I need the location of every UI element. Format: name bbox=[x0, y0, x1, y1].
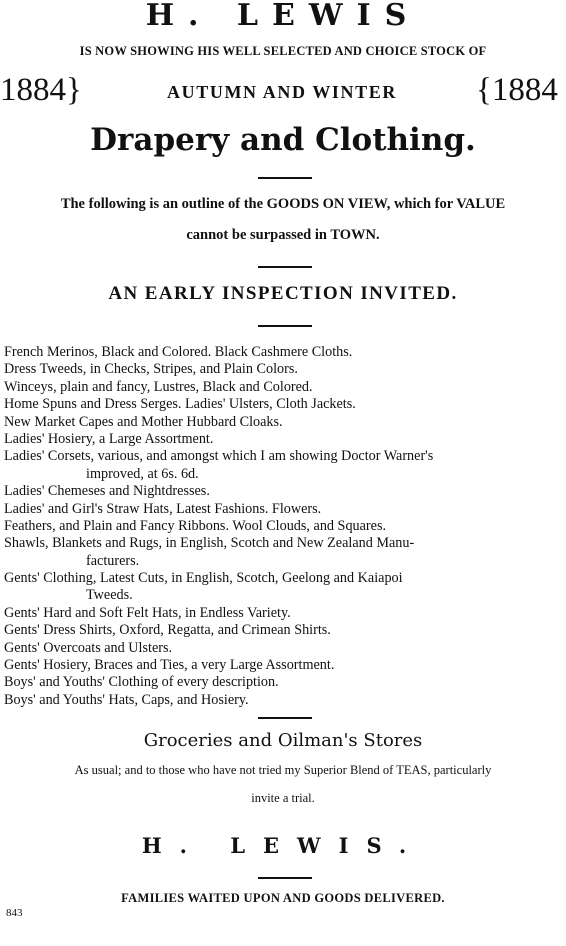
list-item: Home Spuns and Dress Serges. Ladies' Ulsters, Cloth Jackets. bbox=[4, 396, 356, 413]
divider-rule bbox=[258, 177, 312, 179]
delivery-notice: FAMILIES WAITED UPON AND GOODS DELIVERED. bbox=[121, 891, 445, 905]
list-item: Ladies' Chemeses and Nightdresses. bbox=[4, 483, 210, 500]
year-right: {1884 bbox=[476, 72, 558, 108]
list-item: Ladies' Hosiery, a Large Assortment. bbox=[4, 430, 214, 447]
invitation-heading: AN EARLY INSPECTION INVITED. bbox=[108, 283, 458, 304]
merchant-signature: H. LEWIS. bbox=[141, 833, 425, 858]
divider-rule bbox=[258, 325, 312, 327]
list-item: Gents' Clothing, Latest Cuts, in English, Scotch, Geelong and Kaiapoi bbox=[4, 570, 403, 587]
list-item: Dress Tweeds, in Checks, Stripes, and Plain Colors. bbox=[4, 361, 298, 378]
showing-line: IS NOW SHOWING HIS WELL SELECTED AND CHOICE STOCK OF bbox=[79, 44, 487, 58]
groceries-heading: Groceries and Oilman's Stores bbox=[143, 730, 423, 751]
list-item: Gents' Hosiery, Braces and Ties, a very Large Assortment. bbox=[4, 657, 335, 674]
page-title: Drapery and Clothing. bbox=[90, 122, 476, 158]
list-item: Boys' and Youths' Hats, Caps, and Hosiery. bbox=[4, 691, 249, 708]
merchant-name: H. LEWIS bbox=[145, 0, 421, 33]
intro-line-1: The following is an outline of the GOODS ON VIEW, which for VALUE bbox=[60, 196, 506, 212]
year-left: 1884} bbox=[0, 72, 82, 108]
list-item: Winceys, plain and fancy, Lustres, Black and Colored. bbox=[4, 378, 313, 395]
list-item: Gents' Dress Shirts, Oxford, Regatta, and Crimean Shirts. bbox=[4, 622, 331, 639]
list-item: Shawls, Blankets and Rugs, in English, Scotch and New Zealand Manu- bbox=[4, 535, 415, 552]
goods-list bbox=[4, 344, 564, 709]
list-item: Feathers, and Plain and Fancy Ribbons. Wool Clouds, and Squares. bbox=[4, 517, 387, 534]
list-item: Ladies' and Girl's Straw Hats, Latest Fashions. Flowers. bbox=[4, 500, 322, 517]
list-item: Gents' Overcoats and Ulsters. bbox=[4, 639, 173, 656]
divider-rule bbox=[258, 877, 312, 879]
groceries-line-1: As usual; and to those who have not tried my Superior Blend of TEAS, particularly bbox=[74, 763, 492, 777]
page-number: 843 bbox=[6, 907, 23, 919]
list-item: French Merinos, Black and Colored. Black Cashmere Cloths. bbox=[4, 344, 353, 360]
groceries-line-2: invite a trial. bbox=[251, 791, 315, 805]
season-heading: AUTUMN AND WINTER bbox=[167, 82, 397, 102]
divider-rule bbox=[258, 266, 312, 268]
divider-rule bbox=[258, 717, 312, 719]
list-item: Boys' and Youths' Clothing of every description. bbox=[4, 674, 279, 691]
list-item: Ladies' Corsets, various, and amongst which I am showing Doctor Warner's bbox=[4, 448, 434, 465]
list-item: New Market Capes and Mother Hubbard Cloaks. bbox=[4, 413, 283, 430]
list-item: Gents' Hard and Soft Felt Hats, in Endless Variety. bbox=[4, 604, 291, 621]
intro-line-2: cannot be surpassed in TOWN. bbox=[186, 227, 380, 243]
list-item-continuation: improved, at 6s. 6d. bbox=[86, 465, 199, 482]
list-item-continuation: facturers. bbox=[86, 552, 140, 569]
list-item-continuation: Tweeds. bbox=[86, 587, 133, 604]
